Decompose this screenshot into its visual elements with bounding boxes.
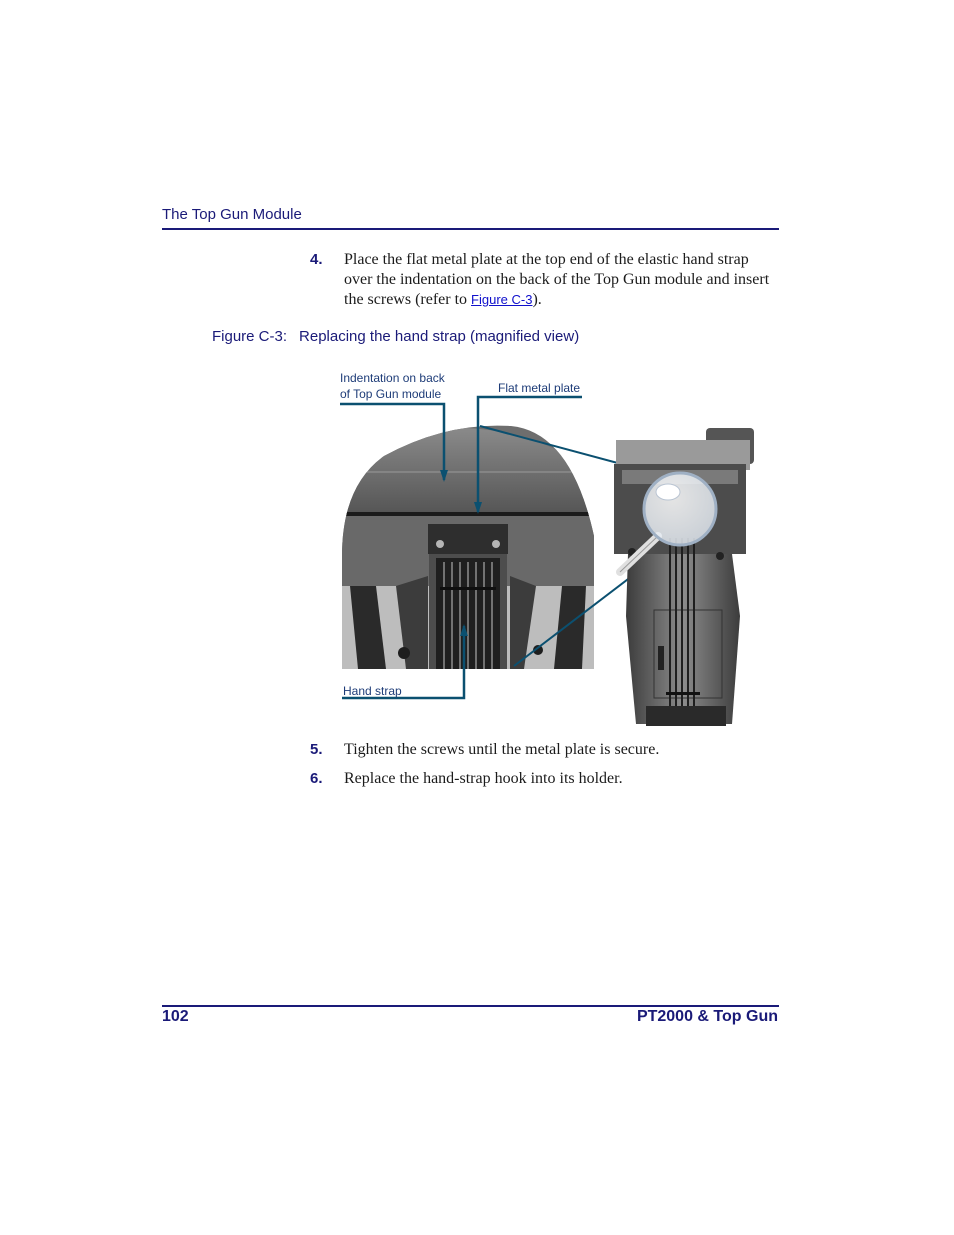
callout-strap: Hand strap	[343, 684, 402, 698]
running-head: The Top Gun Module	[162, 206, 302, 223]
step-text-before: Place the flat metal plate at the top end of the elastic hand strap over the indentation on the back of the Top Gun module and insert the screws (refer to	[344, 251, 770, 308]
page-number: 102	[162, 1008, 189, 1025]
step-4	[310, 250, 780, 312]
figure-link[interactable]: Figure C-3	[471, 292, 533, 307]
step-5	[310, 740, 780, 762]
callout-indentation-line2: of Top Gun module	[340, 387, 442, 401]
step-text-after: ).	[532, 291, 542, 308]
footer-rule	[162, 1005, 779, 1007]
callout-indentation	[340, 370, 445, 402]
step-number: 6.	[310, 770, 323, 787]
step-number: 4.	[310, 251, 323, 268]
step-text: Tighten the screws until the metal plate is secure.	[344, 741, 660, 758]
step-6	[310, 769, 780, 791]
step-text: Replace the hand-strap hook into its holder.	[344, 770, 623, 787]
callout-indentation-line1: Indentation on back	[340, 371, 445, 385]
callout-plate: Flat metal plate	[498, 381, 581, 395]
figure-caption-text: Replacing the hand strap (magnified view)	[299, 328, 580, 345]
figure-illustration	[336, 366, 760, 728]
step-number: 5.	[310, 741, 323, 758]
figure-caption	[212, 328, 579, 345]
figure-label: Figure C-3:	[212, 328, 288, 345]
magnified-view	[336, 421, 600, 671]
hand-strap-illustration	[336, 366, 760, 728]
product-title: PT2000 & Top Gun	[636, 1008, 778, 1025]
step-text	[344, 250, 776, 310]
header-rule	[162, 228, 779, 230]
